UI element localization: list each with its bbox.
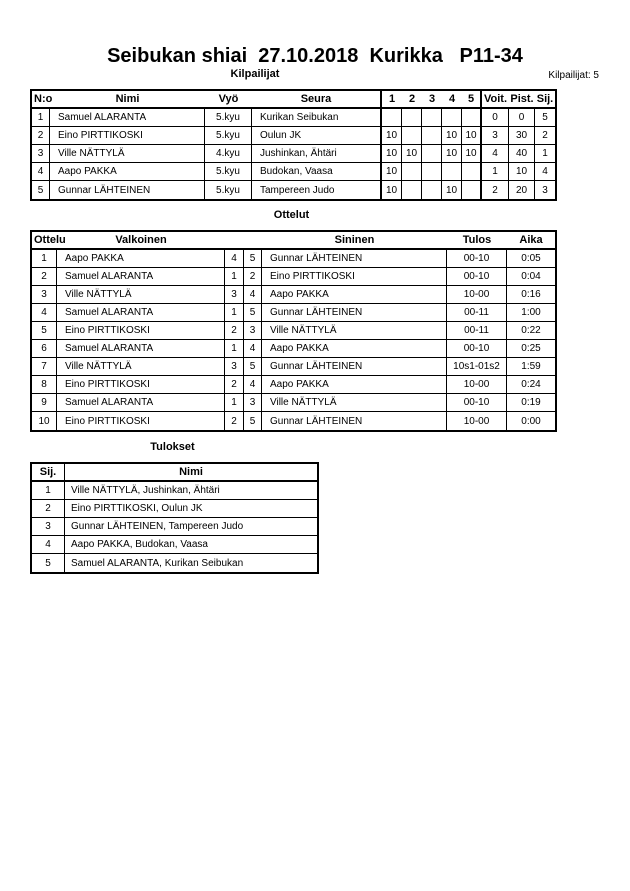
cell-aika: 0:19 [507,394,555,412]
table-row [32,163,555,181]
cell-vyo: 5.kyu [205,109,252,127]
cell-vyo: 4.kyu [205,145,252,163]
cell-valkoinen: Eino PIRTTIKOSKI [57,412,225,430]
cell-sij: 1 [535,145,555,163]
cell-seura: Oulun JK [252,127,382,145]
cell-valkoinen: Samuel ALARANTA [57,340,225,358]
cell-blue-number: 4 [244,286,262,304]
col-header-ottelu: Ottelu [32,232,57,250]
cell-aika: 0:04 [507,268,555,286]
cell-ottelu: 10 [32,412,57,430]
cell-sij: 1 [32,482,65,500]
cell-blue-number: 5 [244,304,262,322]
table-row [32,250,555,268]
cell-sininen: Aapo PAKKA [262,340,447,358]
cell-aika: 0:22 [507,322,555,340]
table-row [32,518,317,536]
cell-blue-number: 5 [244,358,262,376]
results-heading: Tulokset [150,441,195,453]
cell-seura: Tampereen Judo [252,181,382,199]
cell-valkoinen: Samuel ALARANTA [57,394,225,412]
cell-voit: 1 [482,163,509,181]
cell-white-number: 1 [225,394,244,412]
table-row [32,145,555,163]
cell-nimi: Samuel ALARANTA [50,109,205,127]
cell-tulos: 00-10 [447,250,507,268]
cell-ottelu: 2 [32,268,57,286]
col-header-match-3: 3 [422,91,442,109]
table-row [32,109,555,127]
table-row [32,268,555,286]
cell-m2 [402,163,422,181]
col-header-sininen: Sininen [262,232,447,250]
cell-ottelu: 1 [32,250,57,268]
cell-blue-number: 3 [244,322,262,340]
table-row [32,286,555,304]
cell-m4: 10 [442,145,462,163]
col-header-white-number [225,232,244,250]
cell-tulos: 00-10 [447,268,507,286]
cell-sininen: Gunnar LÄHTEINEN [262,358,447,376]
cell-sininen: Aapo PAKKA [262,376,447,394]
cell-m1 [382,109,402,127]
cell-voit: 4 [482,145,509,163]
cell-m3 [422,181,442,199]
cell-valkoinen: Aapo PAKKA [57,250,225,268]
cell-white-number: 3 [225,358,244,376]
cell-aika: 0:16 [507,286,555,304]
cell-valkoinen: Eino PIRTTIKOSKI [57,322,225,340]
cell-m5: 10 [462,127,482,145]
cell-white-number: 4 [225,250,244,268]
table-row [32,340,555,358]
cell-tulos: 10-00 [447,412,507,430]
cell-sij: 4 [32,536,65,554]
cell-aika: 0:00 [521,415,541,427]
cell-sininen: Aapo PAKKA [262,286,447,304]
table-row [32,554,317,572]
cell-white-number: 3 [225,286,244,304]
cell-aika: 0:24 [507,376,555,394]
cell-ottelu: 3 [32,286,57,304]
table-row [32,127,555,145]
cell-valkoinen: Ville NÄTTYLÄ [57,286,225,304]
cell-pist: 40 [509,145,535,163]
cell-no: 5 [32,181,50,199]
cell-tulos: 00-10 [447,394,507,412]
cell-no: 3 [32,145,50,163]
cell-seura: Jushinkan, Ähtäri [252,145,382,163]
cell-m1: 10 [382,127,402,145]
cell-white-number: 2 [225,376,244,394]
matches-header-row [32,232,555,250]
cell-ottelu: 7 [32,358,57,376]
competitors-header-row [32,91,555,109]
cell-m5 [462,163,482,181]
cell-blue-number: 2 [244,268,262,286]
cell-sij: 5 [32,554,65,572]
col-header-voit: Voit. [482,91,509,109]
cell-ottelu: 9 [32,394,57,412]
col-header-valkoinen: Valkoinen [57,232,225,250]
cell-tulos: 10-00 [447,286,507,304]
cell-pist: 0 [509,109,535,127]
cell-tulos: 00-11 [447,322,507,340]
table-row [32,304,555,322]
cell-sij: 3 [32,518,65,536]
table-row [32,394,555,412]
table-row [32,500,317,518]
cell-m5 [462,181,482,199]
standings-table [30,462,319,574]
cell-nimi: Ville NÄTTYLÄ, Jushinkan, Ähtäri [65,482,317,500]
cell-white-number: 1 [225,268,244,286]
cell-blue-number: 5 [244,412,262,430]
cell-tulos: 10s1-01s2 [447,358,507,376]
cell-blue-number: 4 [244,340,262,358]
cell-voit: 2 [482,181,509,199]
competitors-count: Kilpailijat: 5 [548,70,599,81]
cell-valkoinen: Samuel ALARANTA [57,268,225,286]
col-header-no: N:o [32,91,50,109]
cell-blue-number: 3 [244,394,262,412]
cell-m4: 10 [442,127,462,145]
cell-nimi: Eino PIRTTIKOSKI [50,127,205,145]
cell-m2 [402,181,422,199]
matches-heading: Ottelut [273,209,310,221]
cell-ottelu: 8 [32,376,57,394]
cell-seura: Budokan, Vaasa [252,163,382,181]
cell-m4: 10 [442,181,462,199]
cell-sij: 2 [32,500,65,518]
cell-nimi: Gunnar LÄHTEINEN [50,181,205,199]
cell-tulos: 10-00 [447,376,507,394]
cell-seura: Kurikan Seibukan [252,109,382,127]
cell-tulos: 00-11 [447,304,507,322]
cell-m1: 10 [382,145,402,163]
cell-aika: 0:05 [507,250,555,268]
cell-sininen: Gunnar LÄHTEINEN [262,304,447,322]
table-row [32,358,555,376]
cell-m2: 10 [402,145,422,163]
page-title: Seibukan shiai 27.10.2018 Kurikka P11-34 [107,45,523,67]
cell-vyo: 5.kyu [205,163,252,181]
cell-m5 [462,109,482,127]
cell-sininen: Ville NÄTTYLÄ [262,322,447,340]
cell-sij: 2 [535,127,555,145]
cell-valkoinen: Samuel ALARANTA [57,304,225,322]
table-row [32,181,555,199]
col-header-nimi: Nimi [65,464,317,482]
cell-white-number: 1 [225,304,244,322]
col-header-aika: Aika [507,232,555,250]
cell-nimi: Ville NÄTTYLÄ [50,145,205,163]
cell-nimi: Eino PIRTTIKOSKI, Oulun JK [65,500,317,518]
cell-no: 2 [32,127,50,145]
table-row [32,376,555,394]
col-header-tulos: Tulos [447,232,507,250]
cell-m3 [422,127,442,145]
cell-vyo: 5.kyu [205,181,252,199]
cell-m5: 10 [462,145,482,163]
cell-white-number: 2 [225,412,244,430]
col-header-match-2: 2 [402,91,422,109]
col-header-vyo: Vyö [205,91,252,109]
cell-m3 [422,163,442,181]
cell-blue-number: 5 [244,250,262,268]
cell-sininen: Eino PIRTTIKOSKI [262,268,447,286]
table-row [32,536,317,554]
cell-vyo: 5.kyu [205,127,252,145]
col-header-blue-number [244,232,262,250]
cell-ottelu: 6 [32,340,57,358]
cell-sininen: Gunnar LÄHTEINEN [262,412,447,430]
cell-ottelu: 5 [32,322,57,340]
col-header-seura: Seura [252,91,382,109]
cell-no: 1 [32,109,50,127]
cell-nimi: Aapo PAKKA, Budokan, Vaasa [65,536,317,554]
cell-pist: 30 [509,127,535,145]
cell-aika: 0:25 [507,340,555,358]
cell-m3 [422,145,442,163]
competitors-heading: Kilpailijat [230,68,280,80]
cell-blue-number: 4 [244,376,262,394]
table-row [32,482,317,500]
col-header-match-4: 4 [442,91,462,109]
cell-aika: 1:59 [507,358,555,376]
cell-sininen: Gunnar LÄHTEINEN [262,250,447,268]
cell-m2 [402,109,422,127]
col-header-nimi: Nimi [50,91,205,109]
cell-white-number: 2 [225,322,244,340]
cell-sij: 3 [542,184,548,196]
cell-valkoinen: Eino PIRTTIKOSKI [57,376,225,394]
col-header-pist: Pist. [509,91,535,109]
col-header-sij: Sij. [32,464,65,482]
matches-table [30,230,557,432]
col-header-sij: Sij. [535,91,555,109]
cell-aika: 1:00 [507,304,555,322]
cell-ottelu: 4 [32,304,57,322]
cell-pist: 20 [509,181,535,199]
cell-sij: 5 [535,109,555,127]
cell-sij: 4 [535,163,555,181]
standings-header-row [32,464,317,482]
competitors-table [30,89,557,201]
col-header-match-5: 5 [462,91,482,109]
cell-white-number: 1 [225,340,244,358]
cell-voit: 3 [482,127,509,145]
cell-pist: 10 [509,163,535,181]
cell-m3 [422,109,442,127]
cell-sininen: Ville NÄTTYLÄ [262,394,447,412]
cell-valkoinen: Ville NÄTTYLÄ [57,358,225,376]
cell-m1: 10 [382,163,402,181]
cell-nimi: Samuel ALARANTA, Kurikan Seibukan [71,557,244,569]
table-row [32,412,555,430]
cell-m4 [442,163,462,181]
cell-nimi: Gunnar LÄHTEINEN, Tampereen Judo [65,518,317,536]
cell-m1: 10 [382,181,402,199]
cell-m2 [402,127,422,145]
col-header-match-1: 1 [382,91,402,109]
table-row [32,322,555,340]
cell-no: 4 [32,163,50,181]
cell-tulos: 00-10 [447,340,507,358]
cell-nimi: Aapo PAKKA [50,163,205,181]
cell-voit: 0 [482,109,509,127]
cell-m4 [442,109,462,127]
